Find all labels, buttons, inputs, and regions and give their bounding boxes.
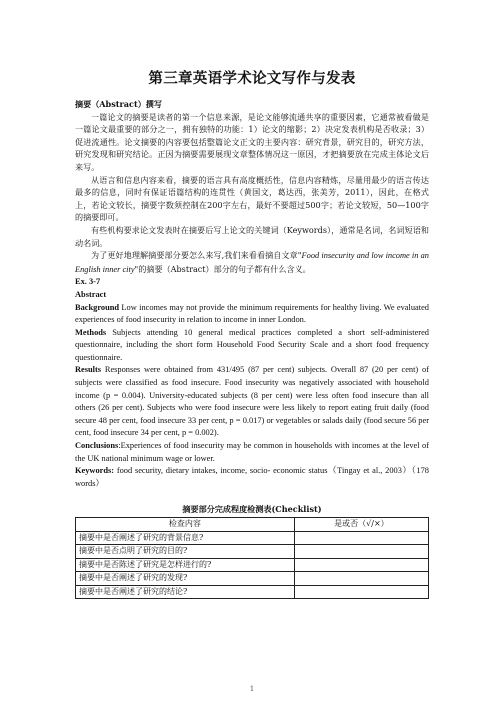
methods-label: Methods bbox=[75, 327, 107, 337]
table-row bbox=[76, 572, 429, 586]
background-text: Low incomes may not provide the minimum requirements for healthy living. We evaluated experiences of food insecurity in relation to income in inner London. bbox=[75, 302, 429, 325]
checklist-answer-cell[interactable] bbox=[294, 572, 428, 586]
results-label: Results bbox=[75, 365, 102, 375]
table-row bbox=[76, 585, 429, 599]
paragraph-3: 有些机构要求论文发表时在摘要后写上论文的关键词（Keywords），通常是名词，名词短语和动名词。 bbox=[75, 224, 429, 248]
checklist-item: 摘要中是否阐述了研究的结论? bbox=[76, 585, 295, 599]
abstract-label: Abstract bbox=[75, 289, 107, 299]
methods-text: Subjects attending 10 general medical practices completed a short self-administered questionnaire, including the short form Household Food Security Scale and a short food frequency questionnaire. bbox=[75, 327, 429, 362]
abstract-keywords bbox=[75, 465, 429, 490]
conclusions-text: :Experiences of food insecurity may be common in households with incomes at the level of the UK national minimum wage or lower. bbox=[75, 441, 429, 463]
checklist-item: 摘要中是否阐述了研究的发现? bbox=[76, 572, 295, 586]
keywords-text: food security, dietary intakes, income, socio- economic status（Tingay et al., 2003）（178 words） bbox=[75, 466, 429, 488]
section-heading: 摘要（Abstract）撰写 bbox=[75, 99, 162, 109]
abstract-conclusions bbox=[75, 440, 429, 465]
keywords-label: Keywords: bbox=[75, 466, 115, 476]
table-row bbox=[76, 531, 429, 545]
checklist-answer-cell[interactable] bbox=[294, 558, 428, 572]
results-text: Responses were obtained from 431/495 (87 per cent) subjects. Overall 87 (20 per cent) of subjects were classified as food insecure. Food insecurity was negatively associated with household income (p = 0.004). University-educated subjects (8 per cent) were less often food insecure than all others (26 per cent). Subjects who were food insecure were less likely to report eating fruit daily (food secure 48 per cent, food insecure 33 per cent, p = 0.017) or vegetables or salads daily (food secure 56 per cent, food insecure 34 per cent, p = 0.002). bbox=[75, 365, 429, 438]
table-row bbox=[76, 545, 429, 559]
article-title: Food insecurity and low income in an English inner city bbox=[75, 251, 429, 274]
chapter-title: 第三章英语学术论文写作与发表 bbox=[148, 71, 356, 87]
paragraph-1: 一篇论文的摘要是读者的第一个信息来源，是论文能够流通共享的重要因素，它通常被看做是一篇论文最重要的部分之一，拥有独特的功能：1）论文的缩影；2）决定发表机构是否收录；3）促进流通性。论文摘要的内容要包括整篇论文正文的主要内容：研究背景，研究目的，研究方法，研究发现和研究结论。正因为摘要需要展现文章整体情况这一原因，才把摘要放在完成主体论文后来写。 bbox=[75, 111, 429, 172]
paragraph-4-prefix: 为了更好地理解摘要部分要怎么来写,我们来看看摘自文章" bbox=[91, 250, 302, 261]
conclusions-label: Conclusions bbox=[75, 441, 119, 451]
checklist-table bbox=[75, 517, 429, 599]
paragraph-4 bbox=[75, 249, 429, 276]
abstract-methods bbox=[75, 327, 429, 365]
checklist-answer-cell[interactable] bbox=[294, 545, 428, 559]
checklist-answer-cell[interactable] bbox=[294, 585, 428, 599]
paragraph-2: 从语言和信息内容来看，摘要的语言具有高度概括性，信息内容精炼，尽量用最少的语言传达最多的信息，同时有保证语篇结构的连贯性（黄国文，葛达西，张美芳，2011），因此，在格式上，若论文较长，摘要字数须控制在200字左右，最好不要超过500字；若论文较短，50—100字的摘要即可。 bbox=[75, 174, 429, 223]
checklist-col-content: 检查内容 bbox=[76, 518, 295, 532]
checklist-title: 摘要部分完成程度检测表(Checklist) bbox=[182, 504, 322, 515]
paragraph-4-suffix: "的摘要（Abstract）部分的句子都有什么含义。 bbox=[134, 263, 311, 274]
checklist-item: 摘要中是否点明了研究的目的? bbox=[76, 545, 295, 559]
background-label: Background bbox=[75, 302, 120, 312]
checklist-item: 摘要中是否陈述了研究是怎样进行的? bbox=[76, 558, 295, 572]
document-body bbox=[75, 98, 429, 599]
table-row bbox=[76, 558, 429, 572]
checklist-answer-cell[interactable] bbox=[294, 531, 428, 545]
example-label: Ex. 3-7 bbox=[75, 277, 101, 287]
checklist-header-row bbox=[76, 518, 429, 532]
page-number: 1 bbox=[249, 685, 255, 693]
checklist-col-yesno: 是或否（√/×） bbox=[294, 518, 428, 532]
abstract-results bbox=[75, 364, 429, 440]
abstract-background bbox=[75, 302, 429, 327]
checklist-item: 摘要中是否阐述了研究的背景信息? bbox=[76, 531, 295, 545]
